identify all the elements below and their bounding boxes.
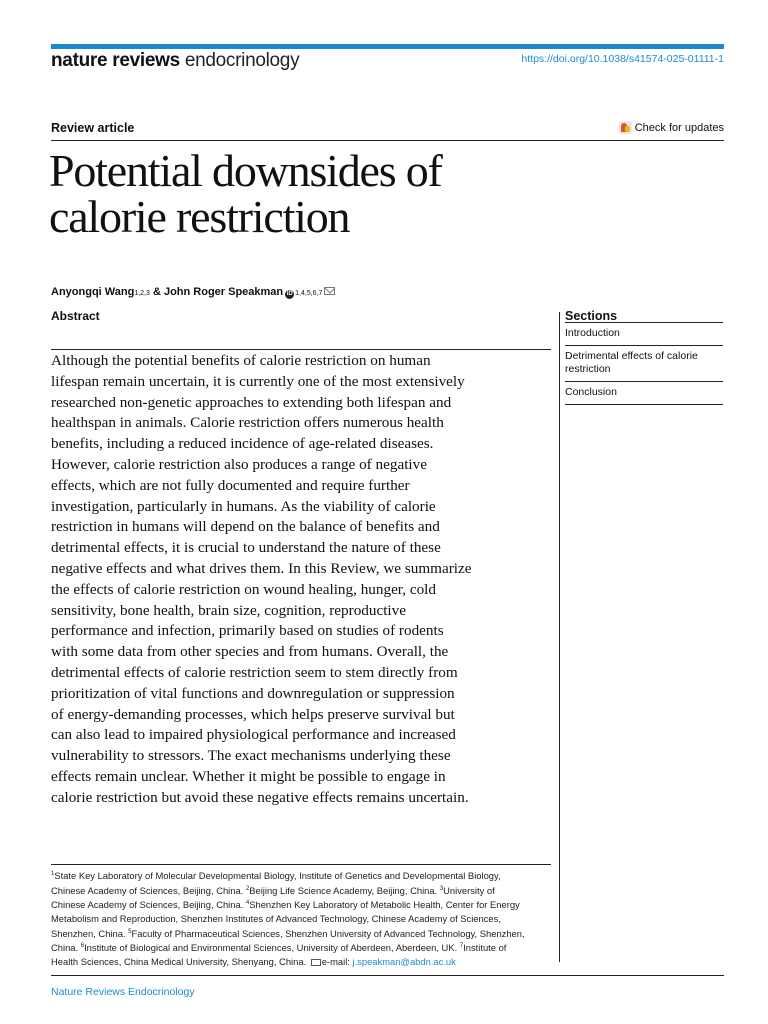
footnote-text: Shenzhen, China.	[51, 927, 129, 939]
affiliation-marker: 7	[459, 943, 464, 950]
column-divider	[559, 312, 560, 962]
abstract-line: negative effects and what drives them. In this Review, we summarize	[51, 559, 472, 577]
section-link-label: Introduction	[565, 327, 620, 339]
affiliation-marker: 5	[128, 928, 132, 935]
author-list	[51, 286, 335, 299]
abstract-line: benefits, including a reduced incidence of age-related diseases.	[51, 435, 434, 453]
abstract-line: of energy-demanding processes, which helps preserve survival but	[51, 705, 455, 723]
section-link[interactable]	[565, 322, 723, 345]
footnote-text: Institute of	[463, 942, 507, 954]
footnote-line	[51, 897, 556, 912]
sections-heading: Sections	[565, 309, 618, 323]
footnote-text: Shenzhen Key Laboratory of Metabolic Health, Center for Energy	[249, 899, 520, 911]
abstract-heading: Abstract	[51, 309, 100, 323]
email-label: e-mail:	[321, 956, 353, 968]
abstract-line: lifespan remain uncertain, it is currently one of the most extensively	[51, 372, 465, 390]
abstract-line: effects, which are not fully documented and require further	[51, 476, 410, 494]
section-link[interactable]	[565, 381, 723, 404]
author-separator: &	[149, 286, 164, 298]
author-name[interactable]: Anyongqi Wang	[51, 286, 135, 298]
footnote-divider	[51, 864, 551, 865]
footnote-text: Metabolism and Reproduction, Shenzhen Institutes of Advanced Technology, Chinese Academy of Sciences,	[51, 913, 501, 925]
footnote-line	[51, 955, 556, 969]
affiliation-marker: 3	[439, 885, 444, 892]
abstract-line: vulnerability to stressors. The exact mechanisms underlying these	[51, 747, 451, 765]
footnote-line	[51, 883, 556, 898]
orcid-icon[interactable]: iD	[286, 291, 293, 297]
sections-end-rule	[565, 404, 723, 405]
journal-name-light: endocrinology	[184, 50, 300, 71]
article-title-line: calorie restriction	[49, 191, 350, 242]
affiliation-marker: 4	[245, 900, 250, 907]
footnote-text: Health Sciences, China Medical University, Shenyang, China.	[51, 956, 309, 968]
article-title-line: Potential downsides of	[49, 145, 442, 196]
abstract-line: can also lead to impaired physiological performance and increased	[51, 726, 456, 744]
doi-link[interactable]: https://doi.org/10.1038/s41574-025-01111-1	[521, 53, 724, 65]
check-updates-icon	[619, 121, 632, 134]
abstract-line: sensitivity, bone health, brain size, cognition, reproductive	[51, 601, 406, 619]
footnote-line	[51, 912, 556, 926]
section-link-label: Conclusion	[565, 386, 617, 398]
footer-journal-link[interactable]: Nature Reviews Endocrinology	[51, 986, 195, 998]
journal-name-bold: nature reviews	[51, 50, 180, 71]
section-link-label: Detrimental effects of calorie	[565, 350, 698, 362]
affiliation-marker: 6	[80, 943, 85, 950]
abstract-line: detrimental effects of calorie restriction seem to stem directly from	[51, 663, 458, 681]
abstract-line: healthspan in animals. Calorie restriction offers numerous health	[51, 414, 444, 432]
footnote-text: University of	[443, 884, 495, 896]
abstract-line: performance and infection, primarily based on studies of rodents	[51, 622, 444, 640]
abstract-text	[51, 351, 556, 809]
footnote-line	[51, 868, 556, 883]
author-affiliation: 1,4,5,6,7	[295, 290, 323, 297]
abstract-line: restriction in humans will depend on the balance of benefits and	[51, 518, 440, 536]
author-affiliation: 1,2,3	[134, 290, 150, 297]
footnote-line	[51, 940, 556, 955]
sections-nav	[565, 322, 723, 405]
affiliation-marker: 1	[51, 871, 55, 877]
abstract-line: Although the potential benefits of calorie restriction on human	[51, 352, 431, 369]
email-icon[interactable]	[324, 287, 335, 295]
abstract-line: with some data from other species and from humans. Overall, the	[51, 643, 449, 661]
check-updates-button[interactable]	[619, 121, 724, 134]
email-icon	[311, 959, 321, 966]
footer-divider	[51, 975, 724, 976]
abstract-line: prioritization of vital functions and downregulation or suppression	[51, 684, 455, 702]
footnote-text: Institute of Biological and Environmental Sciences, University of Aberdeen, Aberdeen, UK.	[84, 942, 460, 954]
affiliation-marker: 2	[245, 885, 250, 892]
abstract-line: detrimental effects, it is crucial to understand the nature of these	[51, 539, 441, 557]
section-link-label: restriction	[565, 363, 611, 375]
footnote-text: Faculty of Pharmaceutical Sciences, Shenzhen University of Advanced Technology, Shenzhen,	[131, 927, 525, 939]
footnote-text: China.	[51, 942, 81, 954]
section-link[interactable]	[565, 345, 723, 381]
affiliations-footnote	[51, 868, 556, 969]
email-link[interactable]: j.speakman@abdn.ac.uk	[352, 956, 456, 968]
journal-name	[51, 50, 299, 72]
footnote-text: Beijing Life Science Academy, Beijing, China.	[249, 884, 440, 896]
footnote-text: Chinese Academy of Sciences, Beijing, China.	[51, 899, 246, 911]
abstract-line: researched non-genetic approaches to extending both lifespan and	[51, 393, 452, 411]
header-divider	[51, 140, 724, 141]
footnote-text: Chinese Academy of Sciences, Beijing, China.	[51, 884, 246, 896]
article-type: Review article	[51, 121, 135, 135]
footnote-line	[51, 926, 556, 941]
abstract-divider	[51, 349, 551, 350]
abstract-line: investigation, particularly in humans. As the viability of calorie	[51, 497, 436, 515]
check-updates-label: Check for updates	[634, 121, 724, 134]
abstract-line: calorie restriction but avoid these negative effects remains uncertain.	[51, 788, 469, 806]
article-title	[49, 145, 442, 242]
abstract-line: However, calorie restriction also produces a range of negative	[51, 455, 427, 473]
author-name[interactable]: John Roger Speakman	[163, 286, 284, 298]
abstract-line: effects remain unclear. Whether it might be possible to engage in	[51, 767, 446, 785]
footnote-text: State Key Laboratory of Molecular Developmental Biology, Institute of Genetics and Developmental Biology,	[54, 870, 501, 882]
abstract-line: the effects of calorie restriction on wound healing, hunger, cold	[51, 580, 436, 598]
journal-accent-bar	[51, 44, 724, 49]
